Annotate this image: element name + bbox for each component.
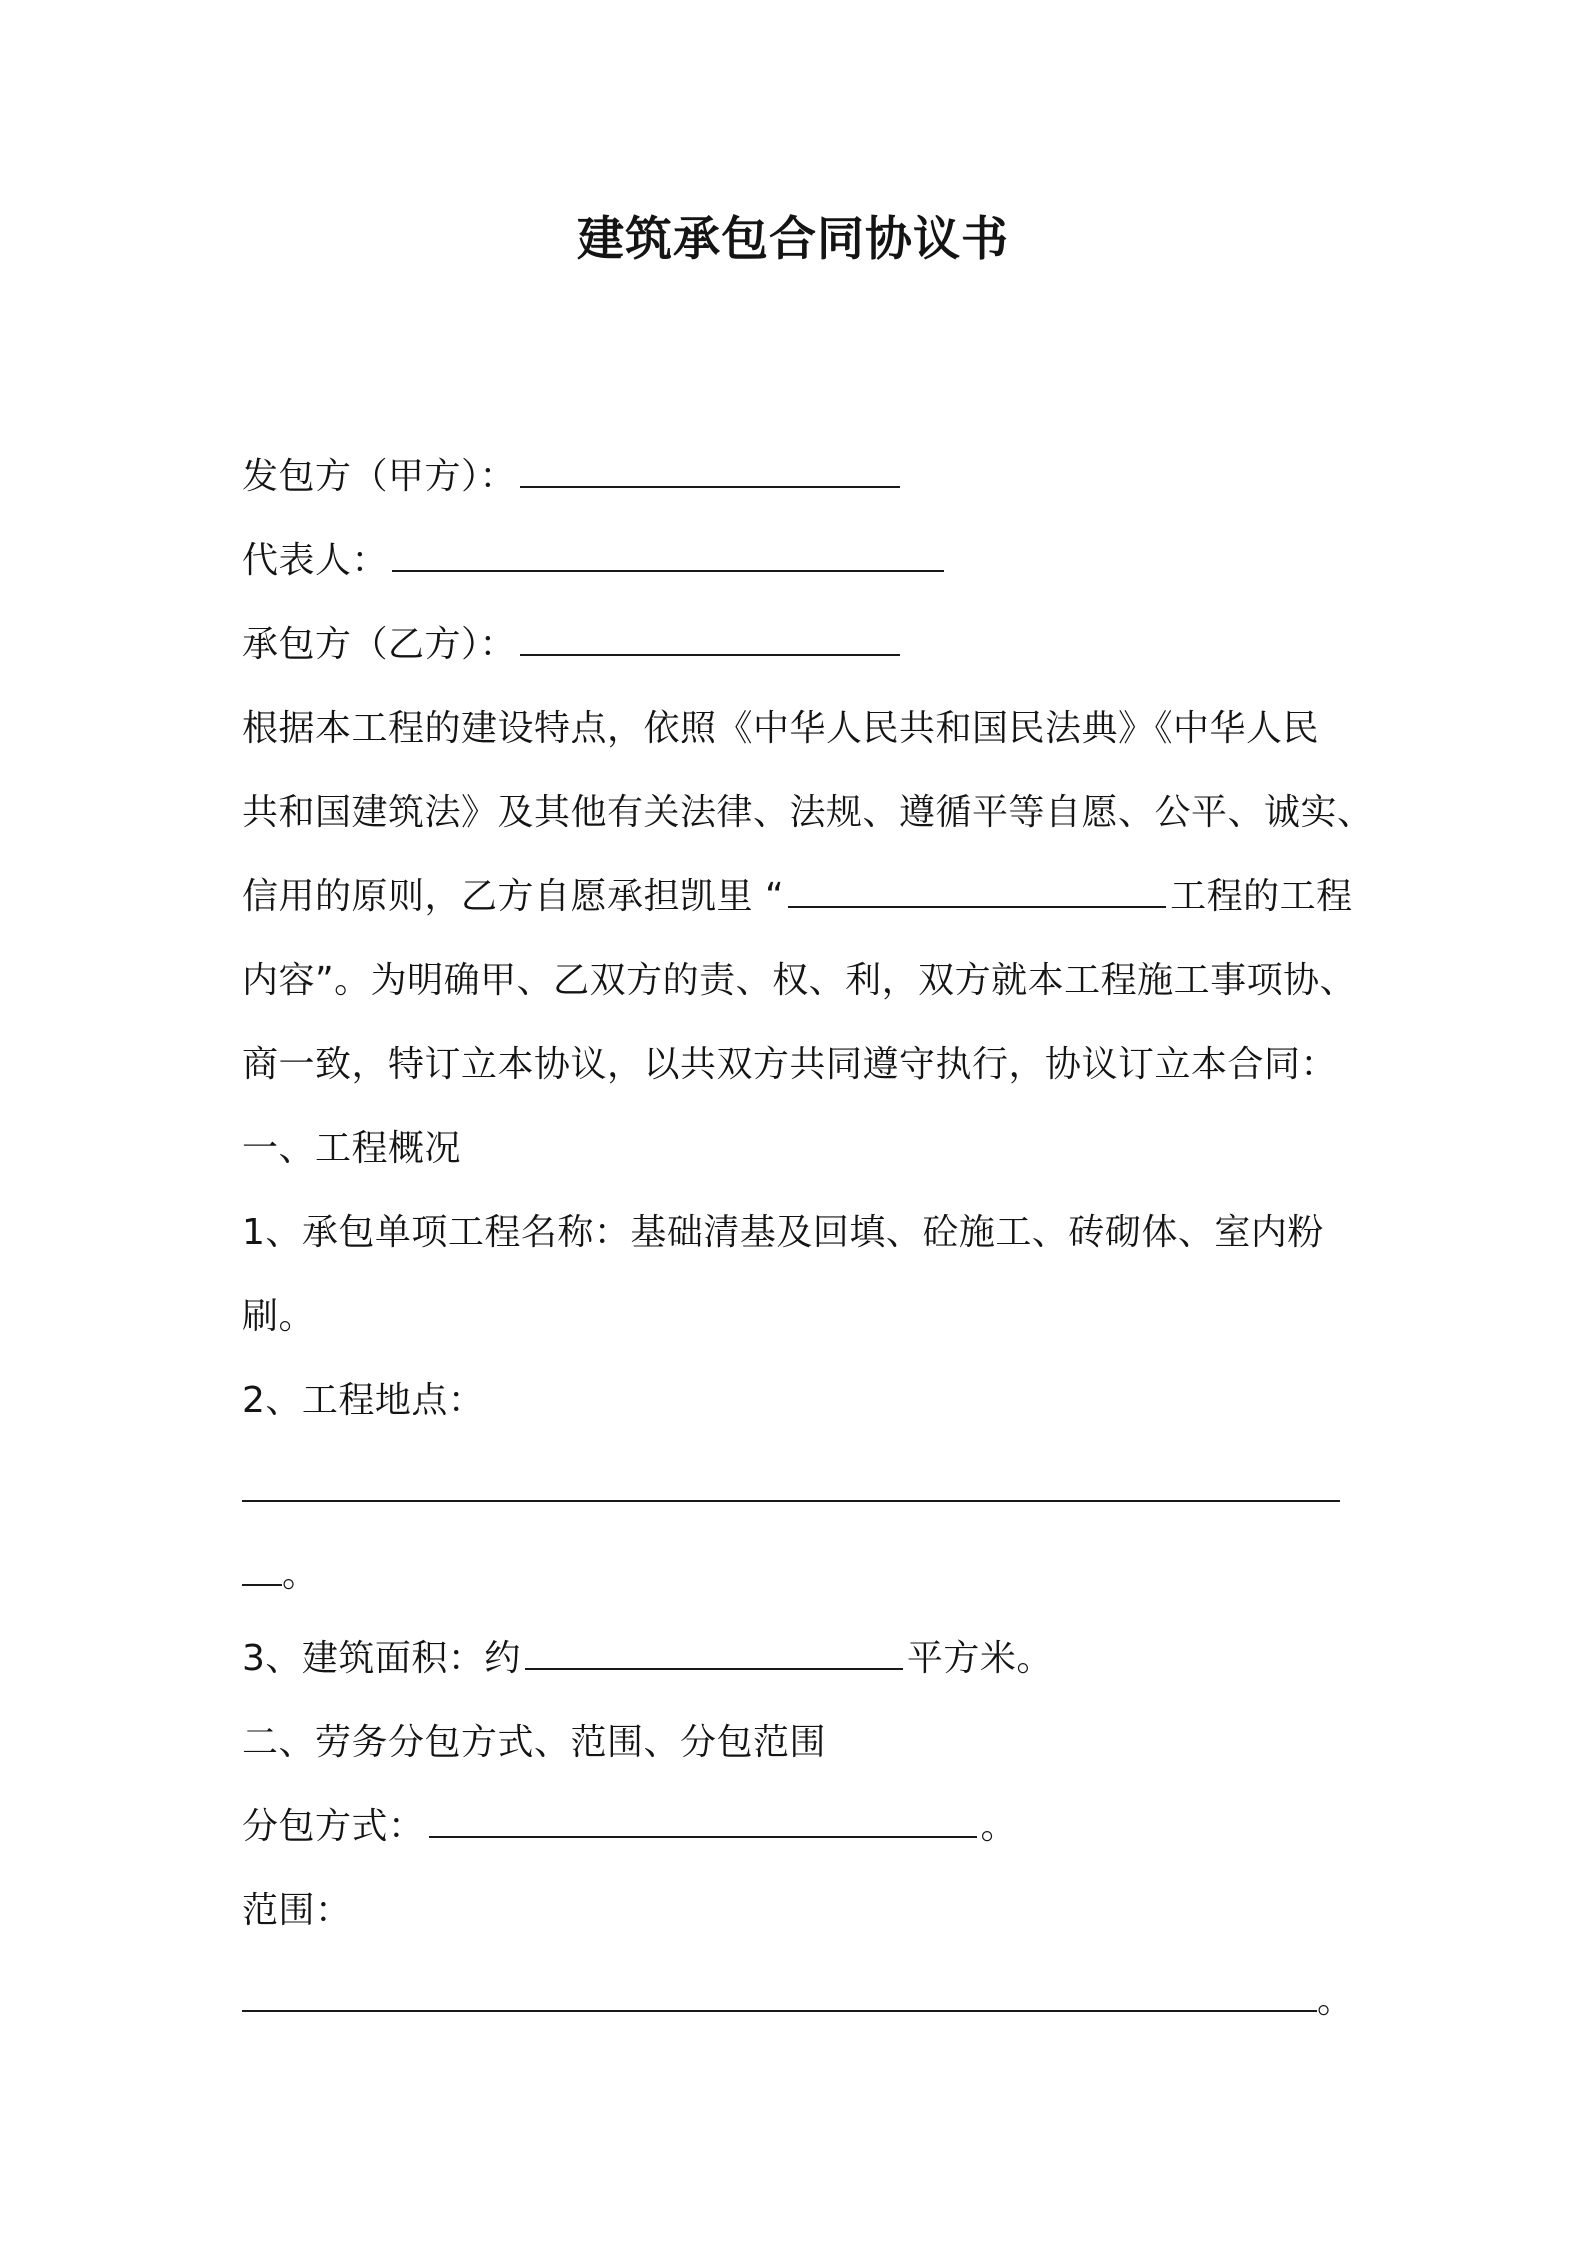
scope-label: 范围： <box>242 1890 352 1931</box>
subcontract-label: 分包方式： <box>242 1806 425 1847</box>
section1-heading: 一、工程概况 <box>242 1128 462 1169</box>
scope-blank[interactable] <box>242 1976 1317 2012</box>
intro-line-2: 共和国建筑法》及其他有关法律、法规、遵循平等自愿、公平、诚实、 <box>242 792 1374 833</box>
document-title: 建筑承包合同协议书 <box>577 212 1009 267</box>
scope-end-mark: 。 <box>1317 1980 1354 2021</box>
intro-line-1: 根据本工程的建设特点，依照《中华人民共和国民法典》《中华人民 <box>242 708 1320 749</box>
item3-line <box>242 1634 1372 1684</box>
subcontract-blank[interactable] <box>429 1802 977 1838</box>
project-location-blank[interactable] <box>242 1466 1340 1502</box>
subcontract-line <box>242 1802 1372 1852</box>
scope-line <box>242 1976 1372 2026</box>
item2-address-end <box>242 1550 1372 1600</box>
item2-end-mark: 。 <box>282 1554 319 1595</box>
intro-line-3-tail: 工程的工程 <box>1170 876 1353 917</box>
representative-label: 代表人： <box>242 540 389 581</box>
party-b-blank[interactable] <box>520 620 900 656</box>
party-a-line <box>242 452 1372 502</box>
item2-label: 2、工程地点： <box>242 1380 485 1421</box>
project-location-blank-tail[interactable] <box>242 1550 282 1586</box>
party-b-label: 承包方（乙方）： <box>242 624 517 665</box>
representative-line <box>242 536 1372 586</box>
intro-line-4: 内容”。为明确甲、乙双方的责、权、利，双方就本工程施工事项协、 <box>242 960 1357 1001</box>
item1-line-2: 刷。 <box>242 1296 316 1337</box>
item3-label: 3、建筑面积：约 <box>242 1638 521 1679</box>
item2-address-line <box>242 1466 1372 1516</box>
party-b-line <box>242 620 1372 670</box>
intro-line-5: 商一致，特订立本协议，以共双方共同遵守执行，协议订立本合同： <box>242 1044 1338 1085</box>
section2-heading: 二、劳务分包方式、范围、分包范围 <box>242 1722 827 1763</box>
intro-line-3 <box>242 872 1372 922</box>
party-a-label: 发包方（甲方）： <box>242 456 517 497</box>
item1-line-1: 1、承包单项工程名称：基础清基及回填、砼施工、砖砌体、室内粉 <box>242 1212 1324 1253</box>
intro-line-3-text: 信用的原则，乙方自愿承担凯里 “ <box>242 876 785 917</box>
building-area-blank[interactable] <box>525 1634 903 1670</box>
party-a-blank[interactable] <box>520 452 900 488</box>
subcontract-end-mark: 。 <box>980 1806 1018 1847</box>
representative-blank[interactable] <box>392 536 944 572</box>
project-name-blank[interactable] <box>788 872 1166 908</box>
item3-unit: 平方米。 <box>906 1638 1053 1679</box>
